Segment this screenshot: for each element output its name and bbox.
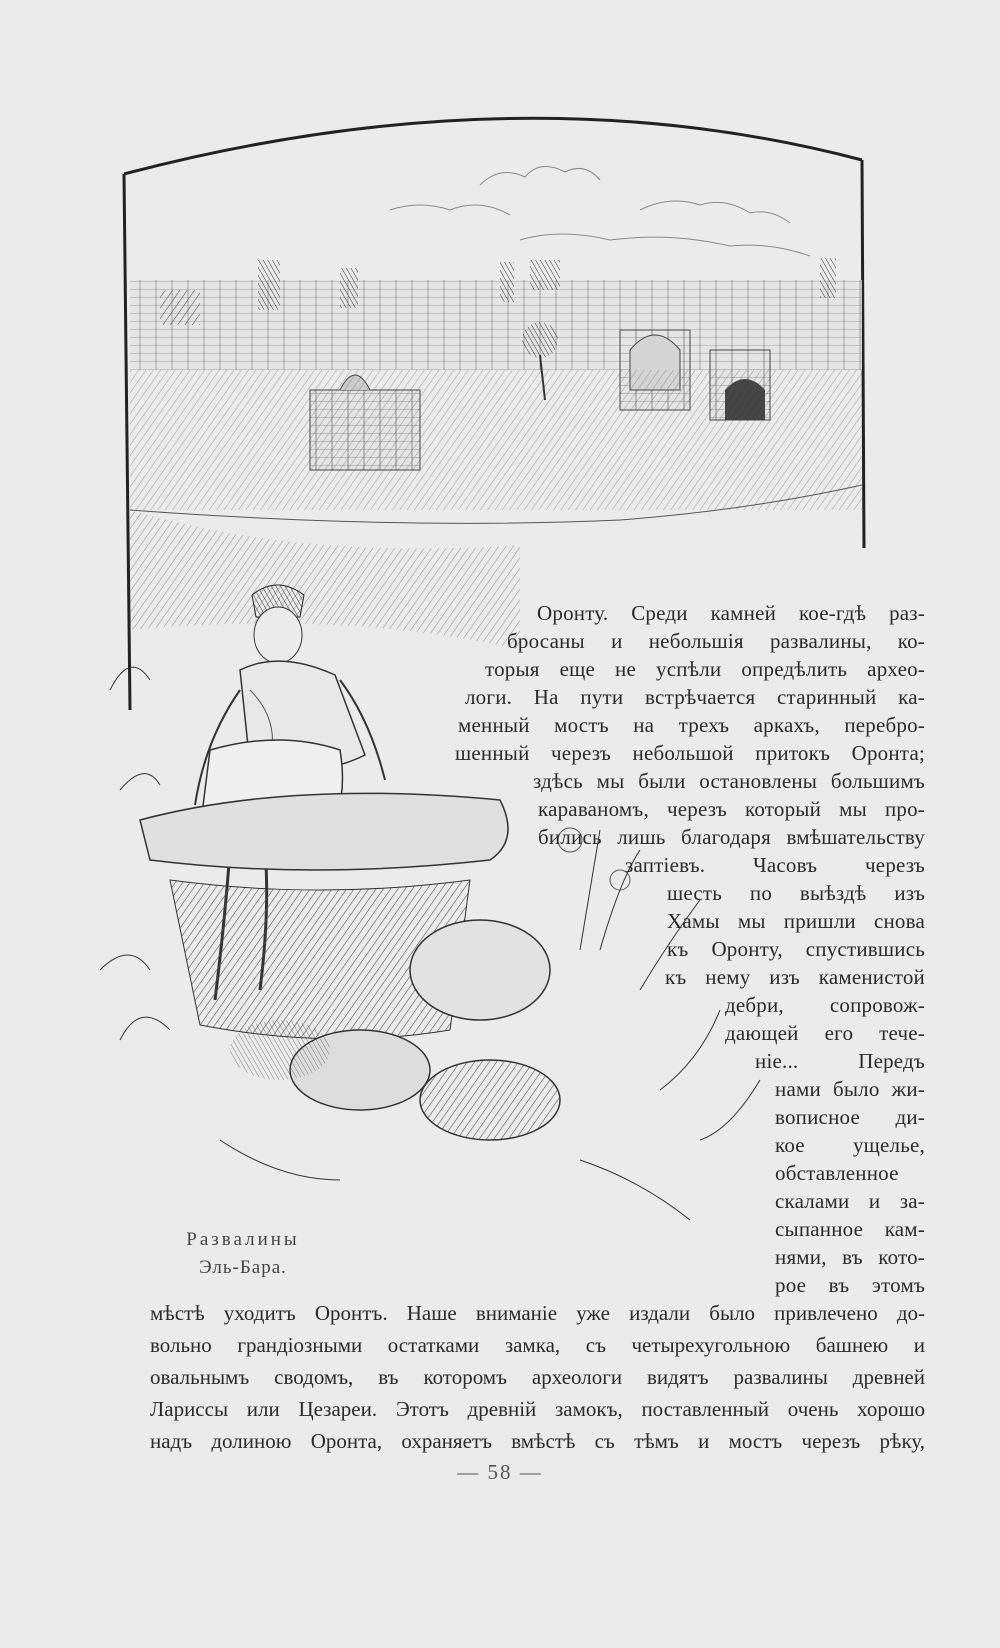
text-line: нами было жи- <box>775 1077 925 1101</box>
text-line-full: Ларисcы или Цезареи. Этотъ древній замокъ, поставленный очень хорошо <box>150 1397 925 1421</box>
text-line: кое ущелье, <box>775 1133 925 1157</box>
text-line: шенный черезъ небольшой притокъ Оронта; <box>455 741 925 765</box>
text-line: обставленное <box>775 1161 899 1185</box>
text-line: ніе... Передъ <box>755 1049 925 1073</box>
text-line: торыя еще не успѣли опредѣлить археo- <box>485 657 925 681</box>
text-line: менный мостъ на трехъ аркахъ, перебро- <box>458 713 925 737</box>
text-line-full: овальнымъ сводомъ, въ которомъ археологи видятъ развалины древней <box>150 1365 925 1389</box>
text-line: нями, въ кото- <box>775 1245 925 1269</box>
text-line: дебри, сопровож- <box>725 993 925 1017</box>
caption-line: Эль-Бара. <box>199 1257 287 1278</box>
text-line: Хамы мы пришли снова <box>667 909 925 933</box>
ruins-landscape-illustration <box>130 258 862 523</box>
text-line: дающей его тече- <box>725 1021 925 1045</box>
text-line: шесть по выѣздѣ изъ <box>667 881 925 905</box>
text-line: вописное ди- <box>775 1105 925 1129</box>
text-line-full: надъ долиною Оронта, охраняетъ вмѣстѣ съ тѣмъ и мостъ черезъ рѣку, <box>150 1429 925 1453</box>
engraving-illustration <box>100 90 920 1270</box>
text-line: скалами и за- <box>775 1189 925 1213</box>
text-line: заптіевъ. Часовъ черезъ <box>625 853 925 877</box>
text-line: Оронту. Среди камней кое-гдѣ раз- <box>537 601 925 625</box>
text-line-full: мѣстѣ уходитъ Оронтъ. Наше вниманіе уже издали было привлечено до- <box>150 1301 925 1325</box>
text-line-full: вольно грандіозными остатками замка, съ четырехугольною башнею и <box>150 1333 925 1357</box>
illustration-caption <box>168 1226 318 1282</box>
text-line: логи. На пути встрѣчается старинный ка- <box>465 685 925 709</box>
text-line: къ нему изъ каменистой <box>665 965 925 989</box>
text-line: сыпанное кам- <box>775 1217 925 1241</box>
text-line: здѣсь мы были остановлены большимъ <box>533 769 925 793</box>
text-line: къ Оронту, спустившись <box>667 937 925 961</box>
text-line: бросаны и небольшія развалины, ко- <box>507 629 925 653</box>
text-line: караваномъ, черезъ который мы про- <box>538 797 925 821</box>
text-line: рое въ этомъ <box>775 1273 925 1297</box>
page-number: — 58 — <box>457 1460 543 1484</box>
text-line: бились лишь благодаря вмѣшательству <box>538 825 925 849</box>
caption-line: Развалины <box>186 1229 300 1250</box>
